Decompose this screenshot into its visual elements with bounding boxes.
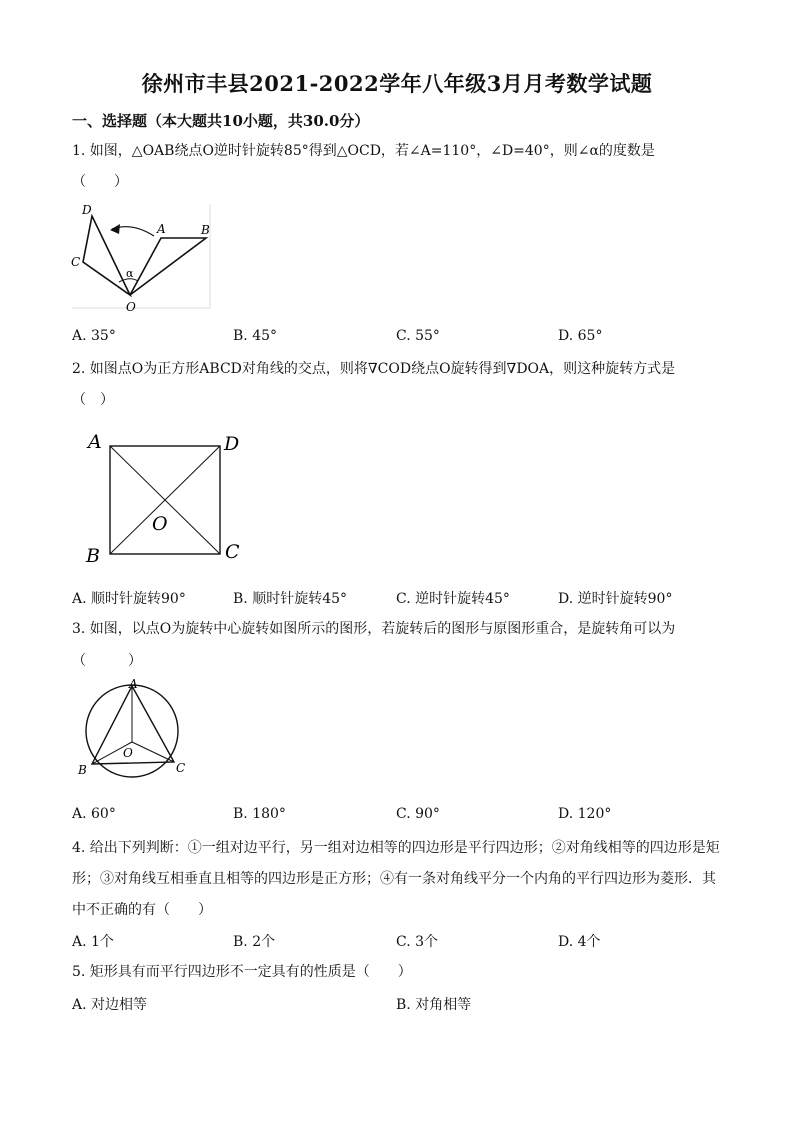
option-d[interactable]: D. 120° (558, 806, 612, 822)
option-b[interactable]: B. 2个 (233, 934, 276, 950)
label-alpha: α (126, 267, 134, 280)
label-a: A (157, 222, 166, 236)
question-3-text: 3. 如图，以点O为旋转中心旋转如图所示的图形，若旋转后的图形与原图形重合，是旋转角可以为 (72, 621, 676, 637)
option-a[interactable]: A. 1个 (72, 934, 114, 950)
question-1-text: 1. 如图，△OAB绕点O逆时针旋转85°得到△OCD，若∠A=110°，∠D=40°，则∠α的度数是 (72, 143, 655, 159)
question-2-text: 2. 如图点O为正方形ABCD对角线的交点，则将∇COD绕点O旋转得到∇DOA，则这种旋转方式是 (72, 361, 676, 377)
label-b: B (86, 545, 100, 567)
label-a: A (88, 431, 102, 453)
label-b: B (78, 763, 87, 777)
option-a[interactable]: A. 对边相等 (72, 997, 148, 1013)
section-heading: 一、选择题（本大题共10小题，共30.0分） (72, 112, 370, 130)
option-c[interactable]: C. 逆时针旋转45° (396, 591, 510, 607)
triangle-ocd (83, 216, 130, 295)
page-title: 徐州市丰县2021-2022学年八年级3月月考数学试题 (141, 71, 653, 96)
triangle-abc (92, 686, 174, 764)
label-o: O (152, 513, 168, 535)
label-c: C (176, 761, 186, 775)
question-4-line-3: 中不正确的有（ ） (72, 902, 212, 918)
option-d[interactable]: D. 4个 (558, 934, 601, 950)
question-2-figure (82, 426, 252, 568)
option-b[interactable]: B. 顺时针旋转45° (233, 591, 348, 607)
arrow-head-icon (110, 224, 120, 234)
option-a[interactable]: A. 35° (72, 328, 116, 344)
option-d[interactable]: D. 逆时针旋转90° (558, 591, 673, 607)
label-c: C (71, 255, 81, 269)
option-c[interactable]: C. 90° (396, 806, 440, 822)
question-3-answer-blank: （ ） (72, 653, 142, 669)
triangle-oab (130, 238, 206, 295)
option-c[interactable]: C. 55° (396, 328, 440, 344)
label-d: D (224, 433, 240, 455)
question-4-line-1: 4. 给出下列判断：①一组对边平行，另一组对边相等的四边形是平行四边形；②对角线相等的四边形是矩 (72, 840, 720, 856)
option-c[interactable]: C. 3个 (396, 934, 439, 950)
option-a[interactable]: A. 顺时针旋转90° (72, 591, 186, 607)
label-a: A (129, 677, 138, 691)
label-b: B (201, 223, 210, 237)
question-3-figure (72, 676, 198, 782)
label-c: C (225, 541, 240, 563)
option-b[interactable]: B. 对角相等 (396, 997, 472, 1013)
label-o: O (126, 300, 136, 314)
option-b[interactable]: B. 180° (233, 806, 286, 822)
question-1-figure (66, 196, 216, 314)
question-5-text: 5. 矩形具有而平行四边形不一定具有的性质是（ ） (72, 964, 412, 980)
question-2-answer-blank: （ ） (72, 392, 114, 408)
question-4-line-2: 形；③对角线互相垂直且相等的四边形是正方形；④有一条对角线平分一个内角的平行四边形为菱形．其 (72, 871, 716, 887)
question-1-answer-blank: （ ） (72, 174, 128, 190)
option-a[interactable]: A. 60° (72, 806, 116, 822)
label-d: D (82, 203, 92, 217)
label-o: O (123, 746, 133, 760)
option-b[interactable]: B. 45° (233, 328, 278, 344)
option-d[interactable]: D. 65° (558, 328, 603, 344)
